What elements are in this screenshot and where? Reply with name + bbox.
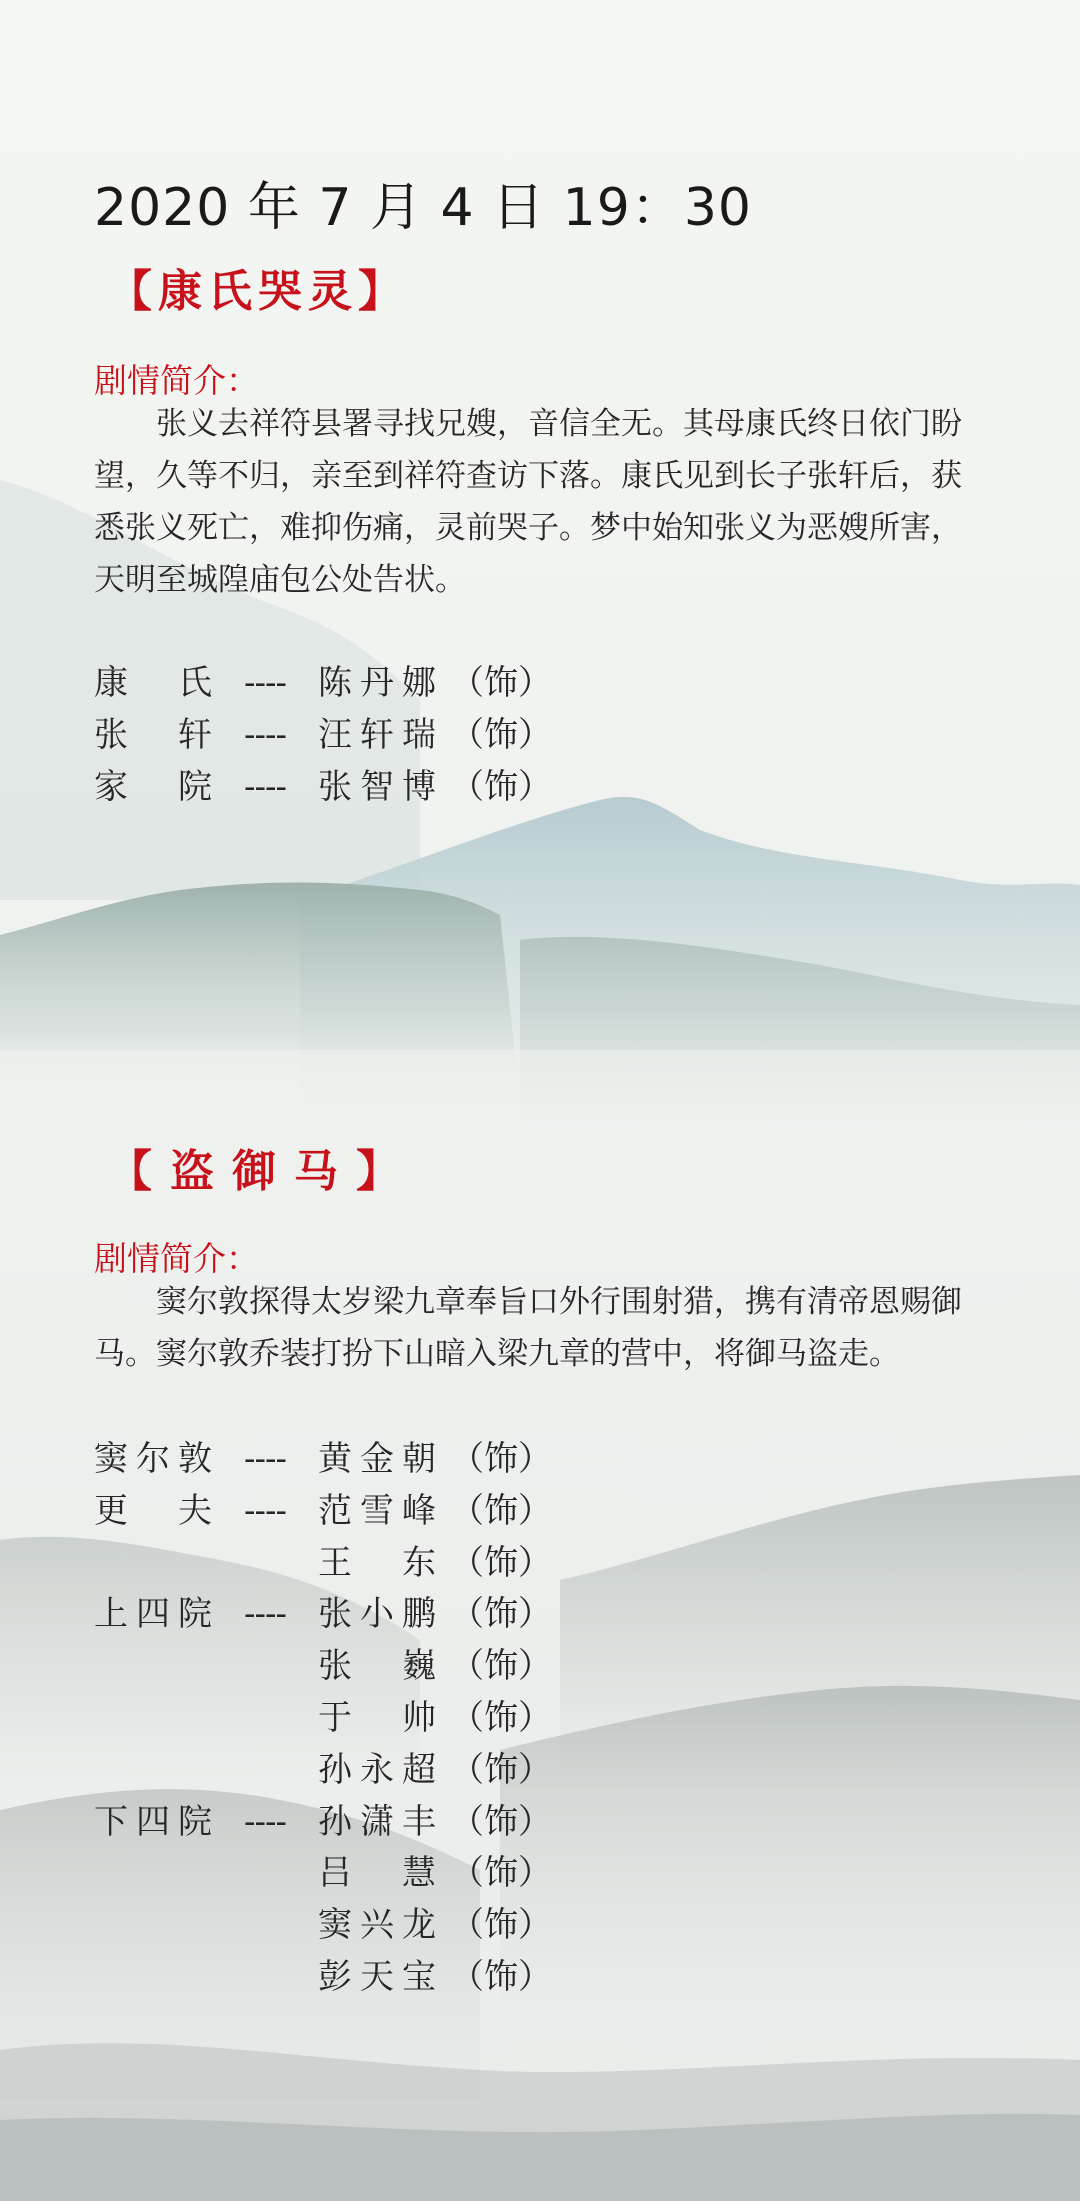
cast-row bbox=[94, 1745, 552, 1797]
synopsis-paragraph: 窦尔敦探得太岁梁九章奉旨口外行围射猎，携有清帝恩赐御马。窦尔敦乔装打扮下山暗入梁九章的营中，将御马盗走。 bbox=[94, 1284, 962, 1372]
cast-role: 康氏 bbox=[94, 663, 212, 703]
cast-role: 张轩 bbox=[94, 714, 212, 755]
cast-actor: 陈丹娜 bbox=[318, 663, 436, 703]
cast-row bbox=[94, 1486, 552, 1538]
cast-suffix: （饰） bbox=[450, 1594, 552, 1635]
cast-row bbox=[94, 1952, 552, 2004]
cast-role: 家院 bbox=[94, 766, 212, 807]
cast-dash: ---- bbox=[244, 663, 286, 703]
cast-suffix: （饰） bbox=[450, 1749, 552, 1790]
performance-date: 2020 年 7 月 4 日 19：30 bbox=[94, 178, 753, 238]
cast-suffix: （饰） bbox=[450, 714, 552, 755]
cast-role: 上四院 bbox=[94, 1594, 212, 1635]
cast-suffix: （饰） bbox=[450, 1801, 552, 1842]
cast-suffix: （饰） bbox=[450, 1905, 552, 1946]
synopsis-label: 剧情简介： bbox=[94, 361, 259, 400]
cast-actor: 汪轩瑞 bbox=[318, 714, 436, 755]
play-title-kangshi-kuling: 【康氏哭灵】 bbox=[108, 266, 408, 317]
cast-role: 下四院 bbox=[94, 1801, 212, 1842]
cast-actor: 张巍 bbox=[318, 1646, 436, 1687]
play-title-dao-yuma: 【盗御马】 bbox=[108, 1146, 418, 1197]
cast-row bbox=[94, 762, 552, 814]
cast-suffix: （饰） bbox=[450, 1439, 552, 1479]
cast-suffix: （饰） bbox=[450, 663, 552, 703]
cast-suffix: （饰） bbox=[450, 1646, 552, 1687]
cast-row bbox=[94, 1797, 552, 1849]
cast-suffix: （饰） bbox=[450, 1853, 552, 1894]
cast-actor: 吕慧 bbox=[318, 1853, 436, 1894]
synopsis-text bbox=[94, 1276, 984, 1380]
cast-row bbox=[94, 1538, 552, 1590]
cast-row bbox=[94, 1434, 552, 1486]
synopsis-label: 剧情简介： bbox=[94, 1239, 259, 1278]
cast-row bbox=[94, 658, 552, 710]
cast-actor: 张智博 bbox=[318, 766, 436, 807]
cast-actor: 窦兴龙 bbox=[318, 1905, 436, 1946]
cast-row bbox=[94, 1900, 552, 1952]
cast-suffix: （饰） bbox=[450, 1542, 552, 1583]
cast-actor: 孙永超 bbox=[318, 1749, 436, 1790]
cast-actor: 王东 bbox=[318, 1542, 436, 1583]
synopsis-paragraph: 张义去祥符县署寻找兄嫂，音信全无。其母康氏终日依门盼望，久等不归，亲至到祥符查访下落。康氏见到长子张轩后，获悉张义死亡，难抑伤痛，灵前哭子。梦中始知张义为恶嫂所害，天明至城隍庙包公处告状。 bbox=[94, 406, 962, 598]
cast-actor: 范雪峰 bbox=[318, 1490, 436, 1531]
cast-actor: 彭天宝 bbox=[318, 1956, 436, 1997]
cast-role: 更夫 bbox=[94, 1490, 212, 1531]
synopsis-text bbox=[94, 398, 984, 606]
cast-list bbox=[94, 1434, 552, 2004]
cast-actor: 黄金朝 bbox=[318, 1439, 436, 1479]
cast-row bbox=[94, 1589, 552, 1641]
cast-suffix: （饰） bbox=[450, 1956, 552, 1997]
cast-row bbox=[94, 1641, 552, 1693]
cast-dash: ---- bbox=[244, 714, 286, 755]
cast-suffix: （饰） bbox=[450, 766, 552, 807]
cast-dash: ---- bbox=[244, 1439, 286, 1479]
cast-row bbox=[94, 710, 552, 762]
cast-actor: 孙潇丰 bbox=[318, 1801, 436, 1842]
cast-row bbox=[94, 1848, 552, 1900]
cast-suffix: （饰） bbox=[450, 1490, 552, 1531]
cast-role: 窦尔敦 bbox=[94, 1439, 212, 1479]
cast-dash: ---- bbox=[244, 766, 286, 807]
cast-dash: ---- bbox=[244, 1490, 286, 1531]
cast-row bbox=[94, 1693, 552, 1745]
cast-dash: ---- bbox=[244, 1801, 286, 1842]
cast-dash: ---- bbox=[244, 1594, 286, 1635]
cast-list bbox=[94, 658, 552, 813]
cast-actor: 张小鹏 bbox=[318, 1594, 436, 1635]
cast-suffix: （饰） bbox=[450, 1697, 552, 1738]
cast-actor: 于帅 bbox=[318, 1697, 436, 1738]
